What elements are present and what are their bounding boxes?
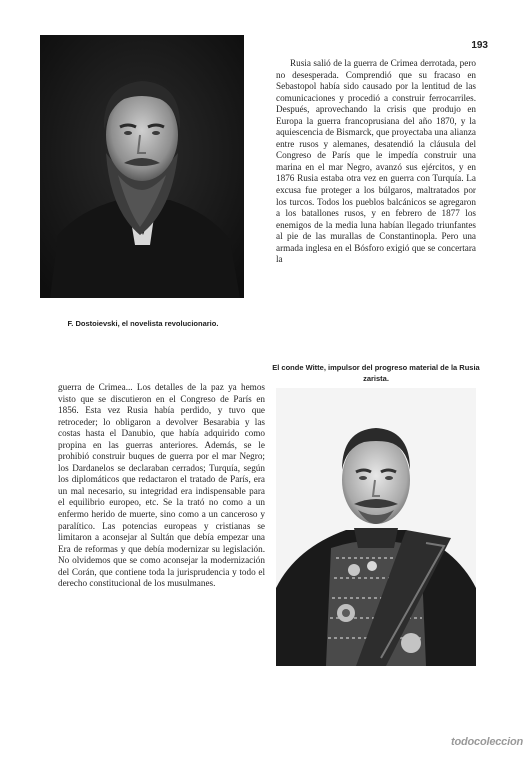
left-column-text: guerra de Crimea... Los detalles de la paz ya hemos visto que se discutieron en el Congreso de París en 1856. Esta vez Rusia había perdido, y tuvo que retroceder; lo obligaron a devolver Besarabia y las costas hasta el Danubio, que había adquirido como propina en las guerras anteriores. Además, se le prohibió construir buques de guerra por el mar Negro; los Dardanelos se declaraban cerrados; Turquía, según los diplomáticos que redactaron el tratado de París, era un mal necesario, su integridad era indispensable para el equilibrio europeo, etc. Se la trató no como a un enfermo herido de muerte, sino como a un canceroso y paralítico. Las potencias europeas y cristianas se limitaron a aconsejar al Sultán que debía empezar una Era de reformas y que debía modernizar su legislación. No olvidemos que se como aconsejar la modernización del Corán, que contiene toda la jurisprudencia y todo el derecho constitucional de los musulmanes. <box>58 382 265 589</box>
witte-portrait-photo <box>276 388 476 666</box>
dostoevsky-caption: F. Dostoievski, el novelista revolucionario. <box>67 319 219 328</box>
witte-caption: El conde Witte, impulsor del progreso material de la Rusia zarista. <box>272 363 480 383</box>
dostoevsky-portrait-photo <box>40 35 244 298</box>
page-number: 193 <box>471 40 488 51</box>
watermark-logo: todocoleccion <box>451 736 523 748</box>
right-column-text: Rusia salió de la guerra de Crimea derrotada, pero no desesperada. Comprendió que su fracaso en Sebastopol había sido causado por la lentitud de las comunicaciones y procedió a construir ferrocarriles. Después, aprovechando la crisis que produjo en Europa la guerra francoprusiana del año 1870, y la aquiescencia de Bismarck, que proyectaba una alianza entre rusos y alemanes, desatendió la cláusula del Congreso de París que le impedía construir una marina en el mar Negro, avanzó sus ejércitos, y en 1876 Rusia estaba otra vez en guerra con Turquía. La excusa fue proteger a los búlgaros, maltratados por los turcos. Todos los pueblos balcánicos se agregaron a los batallones rusos, y en febrero de 1877 los enemigos de la media luna habían llegado triunfantes al pie de las murallas de Constantinopla. Pero una armada inglesa en el Bósforo exigió que se concertara la <box>276 58 476 265</box>
